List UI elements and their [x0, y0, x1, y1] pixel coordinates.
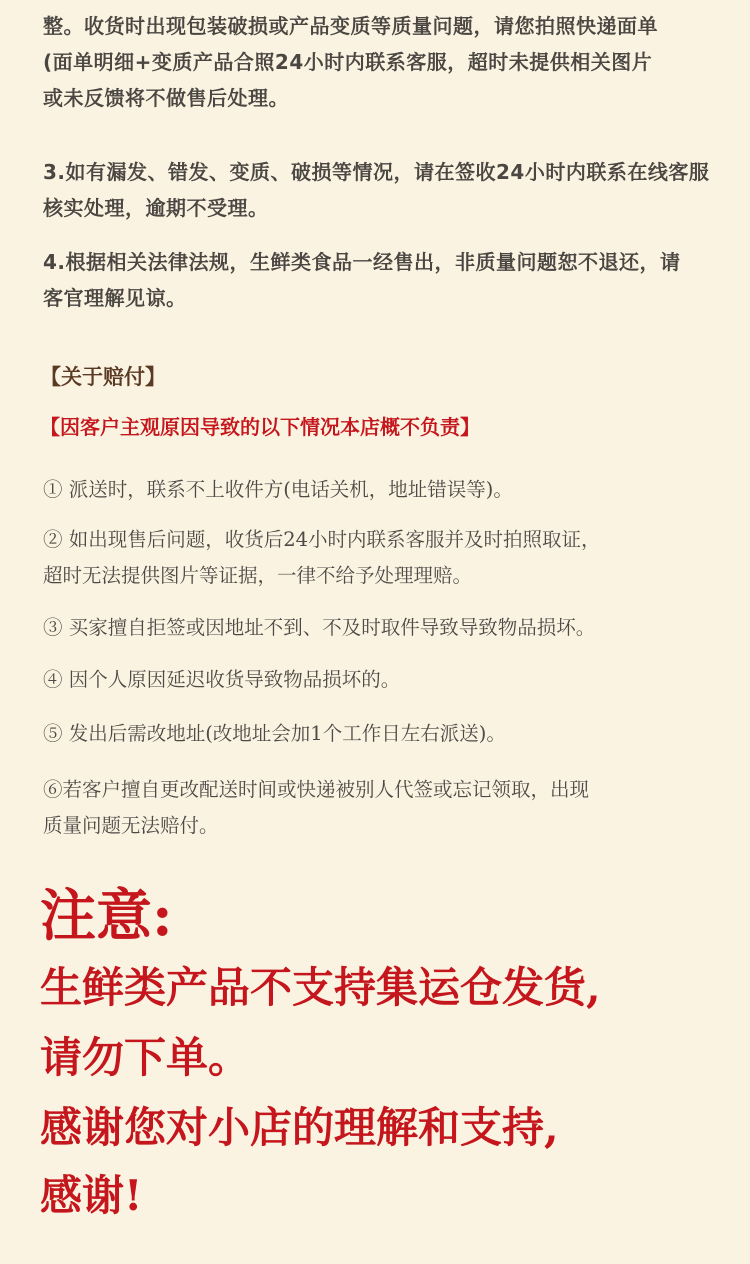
note-item-2: 整。收货时出现包装破损或产品变质等质量问题，请您拍照快递面单 (面单明细+变质产品合照24小时内联系客服，超时未提供相关图片 或未反馈将不做售后处理。 — [43, 14, 658, 110]
notice-line-3: 感谢您对小店的理解和支持, — [40, 1103, 559, 1152]
note-item-4: 4.根据相关法律法规，生鲜类食品一经售出，非质量问题恕不退还，请 客官理解见谅。 — [43, 250, 681, 310]
disclaimer-subheading: 【因客户主观原因导致的以下情况本店概不负责】 — [40, 415, 480, 439]
notice-title: 注意: — [40, 883, 173, 949]
notice-line-4: 感谢! — [40, 1171, 143, 1220]
note-item-3: 3.如有漏发、错发、变质、破损等情况，请在签收24小时内联系在线客服 核实处理，逾期不受理。 — [43, 160, 710, 220]
compensation-item-4: ④ 因个人原因延迟收货导致物品损坏的。 — [43, 668, 401, 691]
compensation-item-3: ③ 买家擅自拒签或因地址不到、不及时取件导致导致物品损坏。 — [43, 616, 596, 639]
compensation-item-6: ⑥若客户擅自更改配送时间或快递被别人代签或忘记领取，出现 质量问题无法赔付。 — [43, 778, 590, 837]
notice-line-1: 生鲜类产品不支持集运仓发货, — [40, 963, 601, 1012]
notice-line-2: 请勿下单。 — [40, 1033, 251, 1082]
compensation-item-1: ① 派送时，联系不上收件方(电话关机，地址错误等)。 — [43, 478, 513, 501]
compensation-item-2: ② 如出现售后问题，收货后24小时内联系客服并及时拍照取证， 超时无法提供图片等证据，一律不给予处理理赔。 — [43, 528, 601, 587]
compensation-item-5: ⑤ 发出后需改地址(改地址会加1个工作日左右派送)。 — [43, 722, 506, 745]
compensation-heading: 【关于赔付】 — [40, 365, 166, 389]
